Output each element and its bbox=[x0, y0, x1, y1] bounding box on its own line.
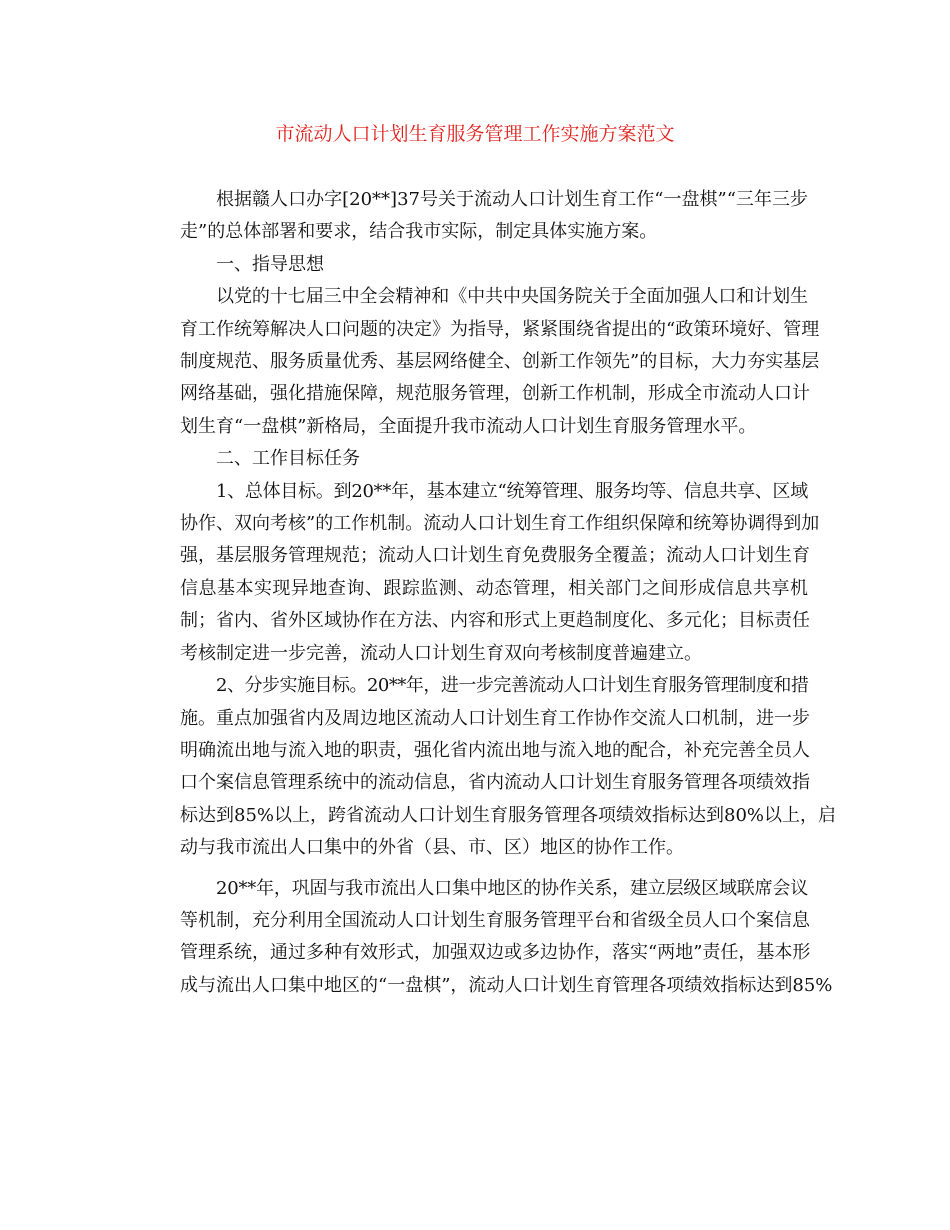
text-line: 20**年，巩固与我市流出人口集中地区的协作关系，建立层级区域联席会议 bbox=[216, 877, 808, 899]
text-line: 信息基本实现异地查询、跟踪监测、动态管理，相关部门之间形成信息共享机 bbox=[180, 577, 808, 599]
text-line: 明确流出地与流入地的职责，强化省内流出地与流入地的配合，补充完善全员人 bbox=[180, 739, 810, 761]
text-line: 强，基层服务管理规范；流动人口计划生育免费服务全覆盖；流动人口计划生育 bbox=[180, 545, 810, 567]
text-line: 动与我市流出人口集中的外省（县、市、区）地区的协作工作。 bbox=[180, 837, 684, 859]
text-line: 1、总体目标。到20**年，基本建立“统筹管理、服务均等、信息共享、区域 bbox=[216, 480, 808, 502]
paragraph-phased-goal bbox=[144, 670, 837, 864]
text-line: 走”的总体部署和要求，结合我市实际，制定具体实施方案。 bbox=[180, 221, 658, 243]
text-line: 成与流出人口集中地区的“一盘棋”，流动人口计划生育管理各项绩效指标达到85% bbox=[180, 974, 833, 996]
text-line: 网络基础，强化措施保障，规范服务管理，创新工作机制，形成全市流动人口计 bbox=[180, 383, 810, 405]
paragraph-guiding-ideology bbox=[144, 281, 820, 443]
paragraph-overall-goal bbox=[144, 476, 820, 670]
paragraph-next-year bbox=[144, 873, 833, 1003]
text-line: 协作、双向考核”的工作机制。流动人口计划生育工作组织保障和统筹协调得到加 bbox=[180, 513, 820, 535]
text-line: 根据赣人口办字[20**]37号关于流动人口计划生育工作“一盘棋”“三年三步 bbox=[216, 189, 808, 210]
text-line: 二、工作目标任务 bbox=[216, 448, 360, 470]
text-line: 标达到85%以上，跨省流动人口计划生育服务管理各项绩效指标达到80%以上，启 bbox=[180, 804, 837, 826]
section-heading-guiding-ideology bbox=[144, 249, 808, 281]
paragraph-gap bbox=[144, 865, 808, 873]
text-line: 以党的十七届三中全会精神和《中共中央国务院关于全面加强人口和计划生 bbox=[216, 286, 808, 308]
text-line: 制度规范、服务质量优秀、基层网络健全、创新工作领先”的目标，大力夯实基层 bbox=[180, 351, 820, 373]
text-line: 施。重点加强省内及周边地区流动人口计划生育工作协作交流人口机制，进一步 bbox=[180, 707, 810, 729]
text-line: 2、分步实施目标。20**年，进一步完善流动人口计划生育服务管理制度和措 bbox=[216, 675, 809, 697]
text-line: 管理系统，通过多种有效形式，加强双边或多边协作，落实“两地”责任，基本形 bbox=[180, 942, 811, 964]
section-heading-work-goals bbox=[144, 443, 808, 475]
text-line: 口个案信息管理系统中的流动信息，省内流动人口计划生育服务管理各项绩效指 bbox=[180, 772, 810, 794]
text-line: 等机制，充分利用全国流动人口计划生育服务管理平台和省级全员人口个案信息 bbox=[180, 909, 810, 931]
text-line: 育工作统筹解决人口问题的决定》为指导，紧紧围绕省提出的“政策环境好、管理 bbox=[180, 318, 820, 340]
text-line: 制；省内、省外区域协作在方法、内容和形式上更趋制度化、多元化；目标责任 bbox=[180, 610, 810, 632]
text-line: 一、指导思想 bbox=[216, 253, 324, 275]
paragraph-intro bbox=[144, 184, 808, 249]
text-line: 考核制定进一步完善，流动人口计划生育双向考核制度普遍建立。 bbox=[180, 642, 702, 664]
text-line: 划生育“一盘棋”新格局，全面提升我市流动人口计划生育服务管理水平。 bbox=[180, 415, 757, 437]
document-title: 市流动人口计划生育服务管理工作实施方案范文 bbox=[275, 123, 675, 145]
document-body bbox=[144, 184, 837, 1002]
